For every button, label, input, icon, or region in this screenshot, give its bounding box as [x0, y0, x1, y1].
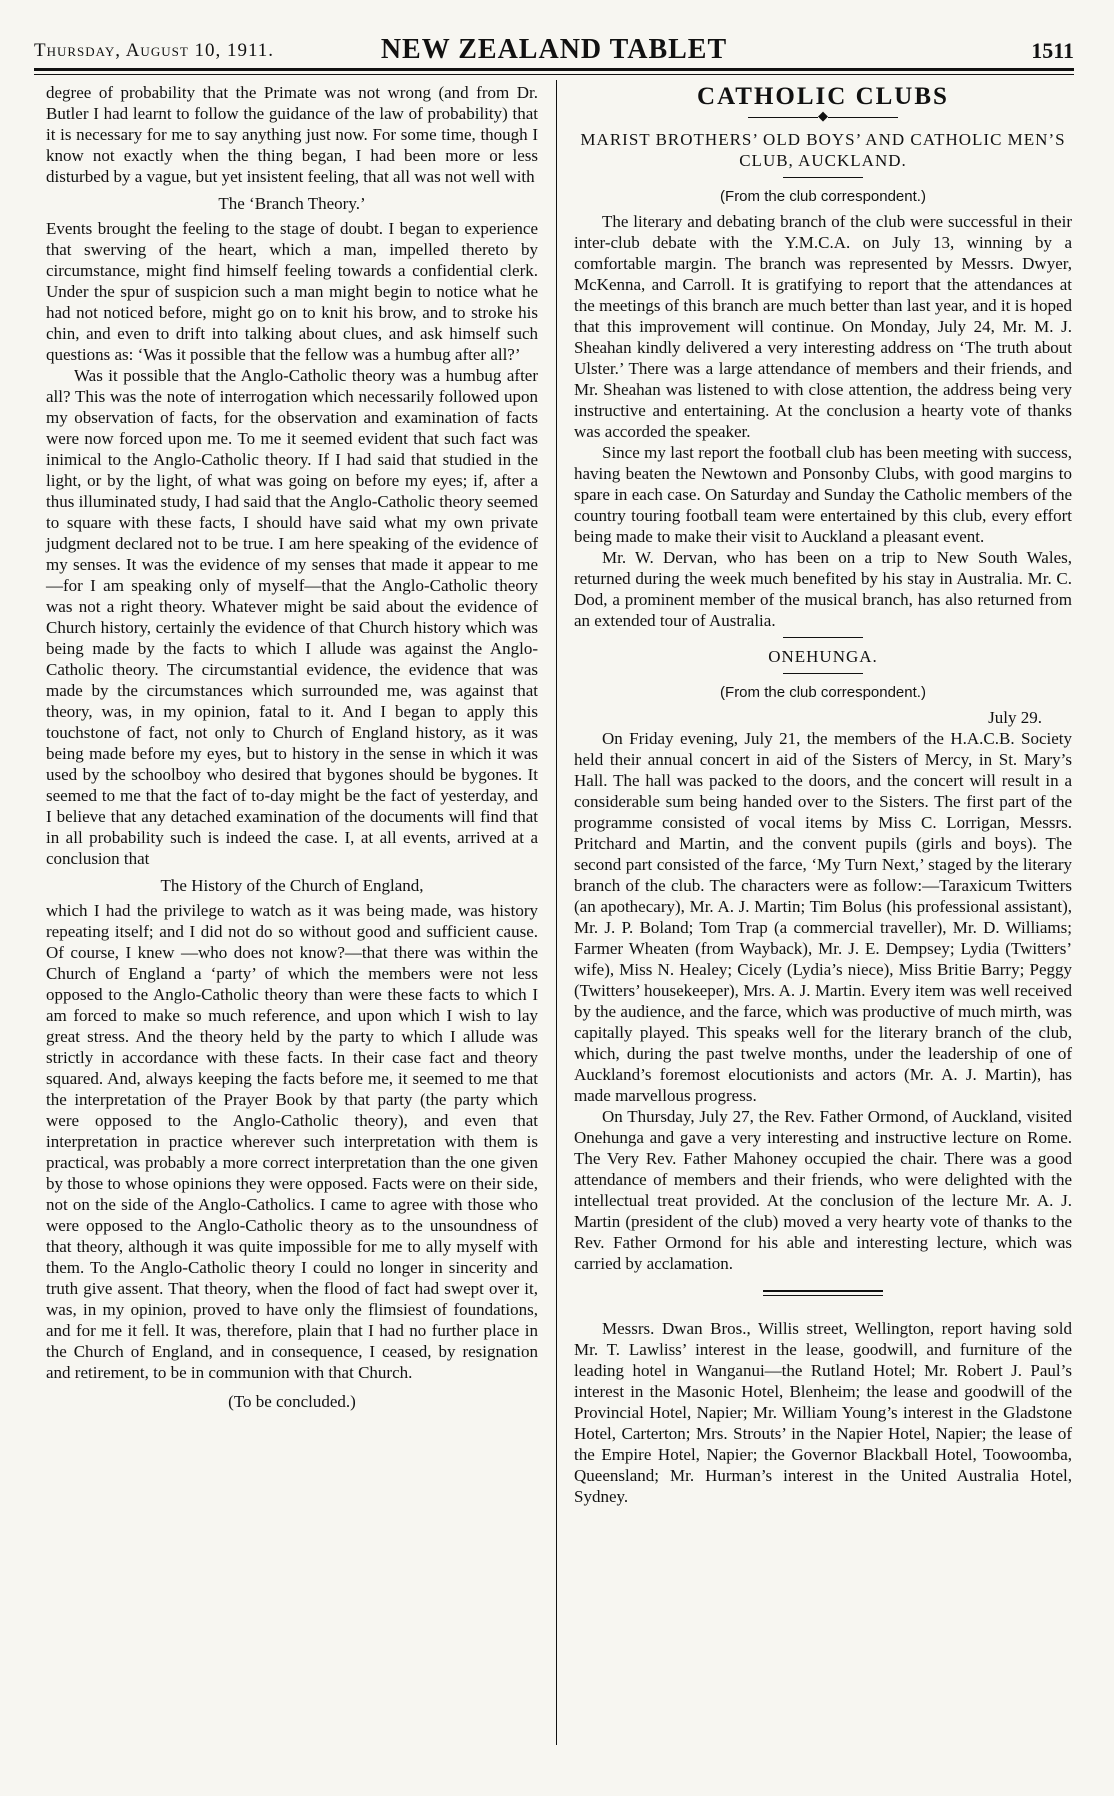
paragraph: Since my last report the football club has been meeting with success, having beaten the Newtown and Ponsonby Clubs, with good margins to spare in each case. On Saturday and Sunday the Catholic members of the country touring football team were entertained by this club, every effort being made to make their visit to Auckland a pleasant event.	[574, 443, 1072, 546]
dateline: July 29.	[988, 708, 1042, 727]
subheading-church-history: The History of the Church of England,	[160, 876, 424, 895]
paragraph: On Thursday, July 27, the Rev. Father Ormond, of Auckland, visited Onehunga and gave a very interesting and instructive lecture on Rome. The Very Rev. Father Mahoney occupied the chair. There was a good attendance of members and their friends, who were delighted with the intellectual treat provided. At the conclusion of the lecture Mr. A. J. Martin (president of the club) moved a very hearty vote of thanks to the Rev. Father Ormond for his able and interesting lecture, which was carried by acclamation.	[574, 1107, 1072, 1273]
correspondent-note: (From the club correspondent.)	[720, 188, 926, 205]
left-column	[46, 82, 538, 1412]
page-number: 1511	[1031, 38, 1074, 63]
section-title: CATHOLIC CLUBS	[697, 83, 949, 110]
onehunga-title: ONEHUNGA.	[768, 647, 878, 666]
paragraph: Events brought the feeling to the stage of doubt. I began to experience that swerving of the heart, which a man, impelled thereto by circumstance, might find himself feeling towards a confidential clerk. Under the spur of suspicion such a man might begin to notice what he had not noticed before, might go on to knit his brow, and to stroke his chin, and even to drift into talking about clues, and ask himself such questions as: ‘Was it possible that the fellow was a humbug after all?’	[46, 219, 538, 364]
correspondent-note: (From the club correspondent.)	[720, 684, 926, 701]
club-title: MARIST BROTHERS’ OLD BOYS’ AND CATHOLIC MEN’S CLUB, AUCKLAND.	[580, 130, 1066, 170]
short-rule	[783, 637, 863, 638]
to-be-concluded: (To be concluded.)	[228, 1392, 356, 1411]
column-divider	[556, 80, 557, 1745]
subheading-branch-theory: The ‘Branch Theory.’	[218, 194, 366, 213]
short-rule	[783, 673, 863, 674]
paragraph: which I had the privilege to watch as it was being made, was history repeating itself; and I did not do so without good and sufficient cause. Of course, I knew —who does not know?—that there was within the Church of England a ‘party’ of which the members were not less opposed to the Anglo-Catholic theory than were these facts to which I am forced to make so much reference, and upon which I wish to lay great stress. And the theory held by the party to which I allude was strictly in accordance with these facts. In their case fact and theory squared. And, always keeping the facts before me, it seemed to me that the interpretation of the Prayer Book by that party (the party which were opposed to the Anglo-Catholic theory), and even that interpretation in practice wherever such interpretation with them is practical, was probably a more correct interpretation than the one given by those to whose opinions they were opposed. Facts were on their side, not on the side of the Anglo-Catholics. I came to agree with those who were opposed to the Anglo-Catholic theory as to the unsoundness of that theory, although it was quite impossible for me to ally myself with them. To the Anglo-Catholic theory I could no longer in sincerity and truth give assent. That theory, when the flood of fact had swept over it, was, in my opinion, proved to have only the flimsiest of foundations, and for me it fell. It was, therefore, plain that I had no further place in the Church of England, and in consequence, I ceased, by resignation and retirement, to be in communion with that Church.	[46, 901, 538, 1382]
short-rule	[783, 177, 863, 178]
masthead-rule	[34, 68, 1074, 71]
issue-date: Thursday, August 10, 1911.	[34, 40, 275, 61]
masthead-rule-thin	[34, 74, 1074, 75]
paragraph: degree of probability that the Primate was not wrong (and from Dr. Butler I had learnt to follow the guidance of the law of probability) that it is necessary for me to say anything just now. For some time, though I know not exactly when the thing began, I had been more or less disturbed by a vague, but yet insistent feeling, that all was not well with	[46, 83, 538, 186]
ornament-divider: ◆	[574, 109, 1072, 123]
newspaper-title: NEW ZEALAND TABLET	[380, 34, 728, 65]
paragraph: On Friday evening, July 21, the members of the H.A.C.B. Society held their annual concert in aid of the Sisters of Mercy, in St. Mary’s Hall. The hall was packed to the doors, and the concert will result in a considerable sum being handed over to the Sisters. The first part of the programme consisted of vocal items by Miss C. Lorrigan, Messrs. Pritchard and Martin, and the convent pupils (girls and boys). The second part consisted of the farce, ‘My Turn Next,’ staged by the literary branch of the club. The characters were as follow:—Taraxicum Twitters (an apothecary), Mr. A. J. Martin; Tim Bolus (his professional assistant), Mr. J. P. Boland; Tom Trap (a commercial traveller), Mr. D. Williams; Farmer Wheaten (from Wayback), Mr. J. E. Dempsey; Lydia (Twitters’ wife), Miss N. Healey; Cicely (Lydia’s niece), Miss Britie Barry; Peggy (Twitters’ housekeeper), Mrs. A. J. Martin. Every item was well received by the audience, and the farce, which was productive of much mirth, was capitally played. This speaks well for the literary branch of the club, which, during the past twelve months, under the leadership of one of Auckland’s foremost elocutionists and actors (Mr. A. J. Martin), has made marvellous progress.	[574, 729, 1072, 1105]
double-rule	[763, 1290, 883, 1296]
masthead	[34, 30, 1074, 70]
right-column	[574, 82, 1072, 1507]
paragraph: Messrs. Dwan Bros., Willis street, Wellington, report having sold Mr. T. Lawliss’ interest in the lease, goodwill, and furniture of the leading hotel in Wanganui—the Rutland Hotel; Mr. Robert J. Paul’s interest in the Masonic Hotel, Blenheim; the lease and goodwill of the Provincial Hotel, Napier; Mr. William Young’s interest in the Gladstone Hotel, Carterton; Mrs. Strouts’ in the Napier Hotel, Napier; the lease of the Empire Hotel, Napier; the Governor Blackball Hotel, Toowoomba, Queensland; Mr. Hurman’s interest in the United Australia Hotel, Sydney.	[574, 1319, 1072, 1506]
paragraph: Was it possible that the Anglo-Catholic theory was a humbug after all? This was the note of interrogation which necessarily followed upon my observation of facts, for the observation and examination of facts were now forced upon me. To me it seemed evident that such fact was inimical to the Anglo-Catholic theory. If I had said that studied in the light, or by the light, of what was going on before my eyes; if, after a thus illuminated study, I had said that the Anglo-Catholic theory seemed to square with these facts, I should have said what my own private judgment declared not to be true. I am here speaking of the evidence of my senses. It was the evidence of my senses that made it appear to me—for I am speaking only of myself—that the Anglo-Catholic theory was not a right theory. Whatever might be said about the evidence of Church history, certainly the evidence of that Church history which was being made by the facts to which I allude was against the Anglo-Catholic theory. The circumstantial evidence, the evidence that was made by the circumstances which surrounded me, was against that theory, was, in my opinion, fatal to it. And I began to apply this touchstone of fact, not only to Church of England history, as it was being made before my eyes, but to history in the sense in which it was used by the schoolboy who desired that bygones should be bygones. It seemed to me that the fact of to-day might be the fact of yesterday, and I believe that any detached examination of the documents will find that in all probability such is indeed the case. I, at all events, arrived at a conclusion that	[46, 366, 538, 868]
paragraph: Mr. W. Dervan, who has been on a trip to New South Wales, returned during the week much benefited by his stay in Australia. Mr. C. Dod, a prominent member of the musical branch, has also returned from an extended tour of Australia.	[574, 548, 1072, 630]
paragraph: The literary and debating branch of the club were successful in their inter-club debate with the Y.M.C.A. on July 13, winning by a comfortable margin. The branch was represented by Messrs. Dwyer, McKenna, and Carroll. It is gratifying to report that the attendances at the meetings of this branch are much better than last year, and it is hoped that this improvement will continue. On Monday, July 24, Mr. M. J. Sheahan kindly delivered a very interesting address on ‘The truth about Ulster.’ There was a large attendance of members and their friends, and Mr. Sheahan was listened to with close attention, the address being very instructive and entertaining. At the conclusion a hearty vote of thanks was accorded the speaker.	[574, 212, 1072, 441]
